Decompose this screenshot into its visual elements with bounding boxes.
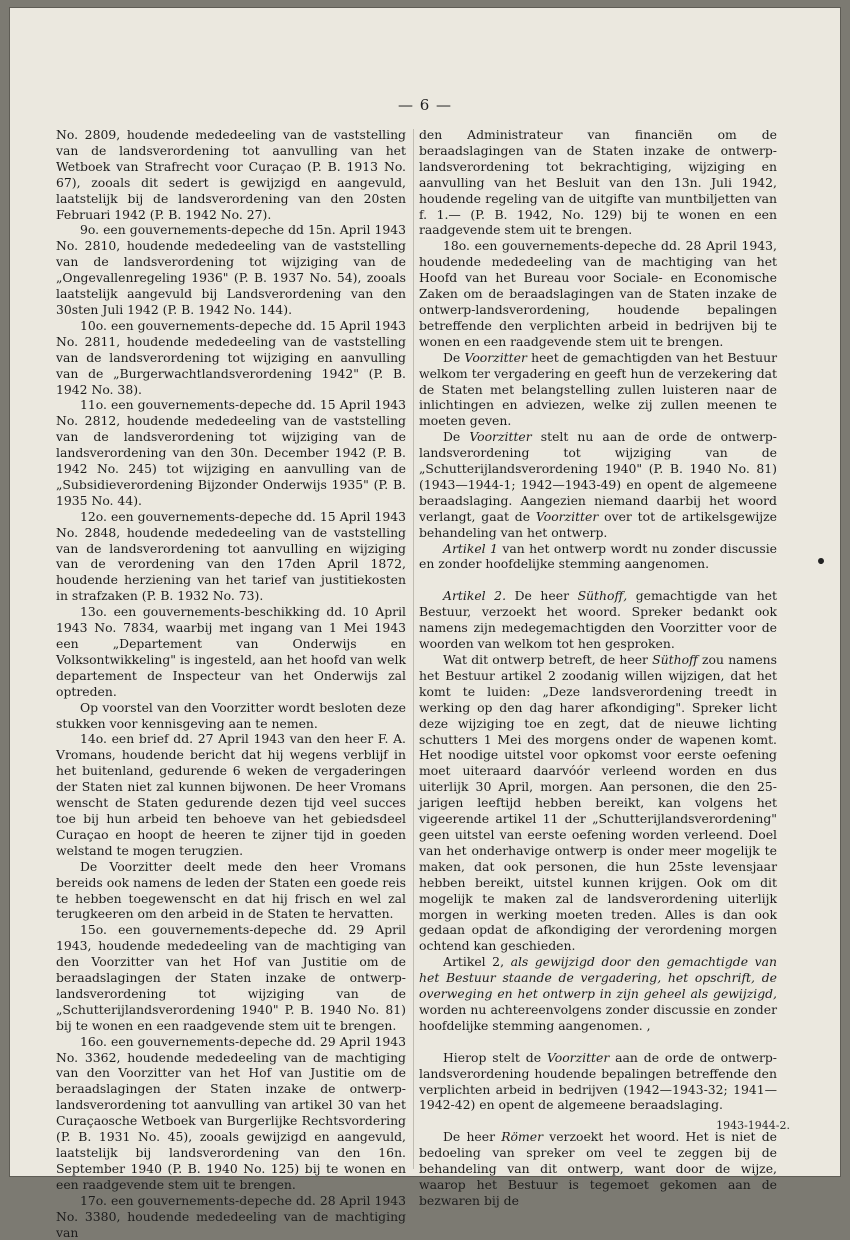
paragraph: 16o. een gouvernements-depeche dd. 29 April 1943 No. 3362, houdende mededeeling van de machtiging van den Voorzitter van het Hof van Justitie om de beraadslagingen der Staten inzake de ontwerp-landsverordening tot aanvulling van artikel 30 van het Curaçaosche Wetboek van Burgerlijke Rechtsvordering (P. B. 1931 No. 45), zooals gewijzigd en aangevuld, laatstelijk bij landsverordening van den 16n. September 1940 (P. B. 1940 No. 125) bij te wonen en een raadgevende stem uit te brengen. [56,1033,406,1192]
paragraph: 17o. een gouvernements-depeche dd. 28 April 1943 No. 3380, houdende mededeeling van de machtiging van [56,1192,406,1240]
paragraph: den Administrateur van financiën om de beraadslagingen van de Staten inzake de ontwerp-landsverordening tot bekrachtiging, wijziging en aanvulling van het Besluit van den 13n. Juli 1942, houdende regeling van de uitgifte van muntbiljetten van f. 1.— (P. B. 1942, No. 129) bij te wonen en een raadgevende stem uit te brengen. [419,127,777,238]
page-footer-code: 1943-1944-2. [716,1119,790,1132]
paragraph: 11o. een gouvernements-depeche dd. 15 April 1943 No. 2812, houdende mededeeling van de vaststelling van de landsverordening tot wijziging van de landsverordening van den 30n. December 1942 (P. B. 1942 No. 245) tot wijziging en aanvulling van de „Subsidieverordening Bijzonder Onderwijs 1935" (P. B. 1935 No. 44). [56,397,406,508]
column-divider [413,129,414,1169]
paragraph: Artikel 2, als gewijzigd door den gemachtigde van het Bestuur staande de vergadering, het opschrift, de overweging en het ontwerp in zijn geheel als gewijzigd, worden nu achtereenvolgens zonder discussie en zonder hoofdelijke stemming aangenomen. , [419,954,777,1033]
paragraph: Artikel 2. De heer Süthoff, gemachtigde van het Bestuur, verzoekt het woord. Spreker bedankt ook namens zijn medegemachtigden den Voorzitter voor de woorden van welkom tot hen gesproken. [419,588,777,652]
paragraph: No. 2809, houdende mededeeling van de vaststelling van de landsverordening tot aanvulling van het Wetboek van Strafrecht voor Curaçao (P. B. 1913 No. 67), zooals dit sedert is gewijzigd en aangevuld, laatstelijk bij de landsverordening van den 20sten Februari 1942 (P. B. 1942 No. 27). [56,127,406,222]
left-column [56,127,406,1240]
paragraph: De Voorzitter heet de gemachtigden van het Bestuur welkom ter vergadering en geeft hun de verzekering dat de Staten met belangstelling zullen luisteren naar de inlichtingen en adviezen, welke zij zullen meenen te moeten geven. [419,349,777,429]
paragraph: 15o. een gouvernements-depeche dd. 29 April 1943, houdende mededeeling van de machtiging van den Voorzitter van het Hof van Justitie om de beraadslagingen der Staten inzake de ontwerp-landsverordening tot wijziging van de „Schutterijlandsverordening 1940" P. B. 1940 No. 81) bij te wonen en een raadgevende stem uit te brengen. [56,922,406,1033]
page-number: — 6 — [397,96,453,114]
paragraph: De Voorzitter deelt mede den heer Vromans bereids ook namens de leden der Staten een goede reis te hebben toegewenscht en dat hij frisch en wel zal terugkeeren om den arbeid in de Staten te hervatten. [56,858,406,922]
paragraph: 12o. een gouvernements-depeche dd. 15 April 1943 No. 2848, houdende mededeeling van de vaststelling van de landsverordening tot aanvulling en wijziging van de verordening van den 17den April 1872, houdende herziening van het tarief van justitiekosten in strafzaken (P. B. 1932 No. 73). [56,508,406,604]
paragraph: 9o. een gouvernements-depeche dd 15n. April 1943 No. 2810, houdende mededeeling van de vaststelling van de landsverordening tot wijziging van de „Ongevallenregeling 1936" (P. B. 1937 No. 54), zooals laatstelijk aangevuld bij Landsverordening van den 30sten Juli 1942 (P. B. 1942 No. 144). [56,222,406,317]
paragraph: 14o. een brief dd. 27 April 1943 van den heer F. A. Vromans, houdende bericht dat hij wegens verblijf in het buitenland, gedurende 6 weken de vergaderingen der Staten niet zal kunnen bijwonen. De heer Vromans wenscht de Staten gedurende dezen tijd veel succes toe bij hun arbeid ten behoeve van het gebiedsdeel Curaçao en hoopt de heeren te zijner tijd in goeden welstand te mogen terugzien. [56,731,406,858]
paragraph: Artikel 1 van het ontwerp wordt nu zonder discussie en zonder hoofdelijke stemming aangenomen. [419,540,777,572]
paragraph: 10o. een gouvernements-depeche dd. 15 April 1943 No. 2811, houdende mededeeling van de vaststelling van de landsverordening tot wijziging en aanvulling van de „Burgerwachtlandsverordening 1942" (P. B. 1942 No. 38). [56,317,406,397]
paragraph: Op voorstel van den Voorzitter wordt besloten deze stukken voor kennisgeving aan te nemen. [56,699,406,731]
paragraph: De Voorzitter stelt nu aan de orde de ontwerp-landsverordening tot wijziging van de „Schutterijlandsverordening 1940" (P. B. 1940 No. 81) (1943—1944-1; 1942—1943-49) en opent de algemeene beraadslaging. Aangezien niemand daarbij het woord verlangt, gaat de Voorzitter over tot de artikelsgewijze behandeling van het ontwerp. [419,429,778,540]
document-page [10,8,840,1240]
paragraph: Hierop stelt de Voorzitter aan de orde de ontwerp-landsverordening houdende bepalingen betreffende den verplichten arbeid in bedrijven (1942—1943-32; 1941—1942-42) en opent de algemeene beraadslaging. [419,1049,777,1113]
paragraph: Wat dit ontwerp betreft, de heer Süthoff zou namens het Bestuur artikel 2 zoodanig willen wijzigen, dat het komt te luiden: „Deze landsverordening treedt in werking op den dag harer afkondiging". Spreker licht deze wijziging toe en zegt, dat de nieuwe lichting schutters 1 Mei des morgens onder de wapenen komt. Het noodige uitstel voor opkomst voor eerste oefening moet uiteraard daarvóór verleend worden en dus uiterlijk 30 April, morgen. Aan personen, die den 25-jarigen leeftijd hebben bereikt, kan volgens het vigeerende artikel 11 der „Schutterijlandsverordening" geen uitstel van eerste oefening worden verleend. Doel van het onderhavige ontwerp is onder meer mogelijk te maken, dat ook personen, die hun 25ste levensjaar hebben bereikt, uitstel kunnen krijgen. Ook om dit mogelijk te maken zal de landsverordening uiterlijk morgen in werking moeten treden. Alles is dan ook gedaan opdat de afkondiging der verordening morgen ochtend kan geschieden. [419,652,777,954]
paragraph: De heer Römer verzoekt het woord. Het is niet de bedoeling van spreker om veel te zeggen bij de behandeling van dit ontwerp, want door de wijze, waarop het Bestuur is tegemoet gekomen aan de bezwaren bij de [419,1129,777,1208]
ink-mark [817,557,825,565]
right-column [419,127,777,1209]
paragraph: 18o. een gouvernements-depeche dd. 28 April 1943, houdende mededeeling van de machtiging van het Hoofd van het Bureau voor Sociale- en Economische Zaken om de beraadslagingen van de Staten inzake de ontwerp-landsverordening, houdende bepalingen betreffende den verplichten arbeid in bedrijven bij te wonen en een raadgevende stem uit te brengen. [419,238,777,349]
paragraph: 13o. een gouvernements-beschikking dd. 10 April 1943 No. 7834, waarbij met ingang van 1 Mei 1943 een „Departement van Onderwijs en Volksontwikkeling" is ingesteld, aan het hoofd van welk departement de Inspecteur van het Onderwijs zal optreden. [56,604,406,699]
